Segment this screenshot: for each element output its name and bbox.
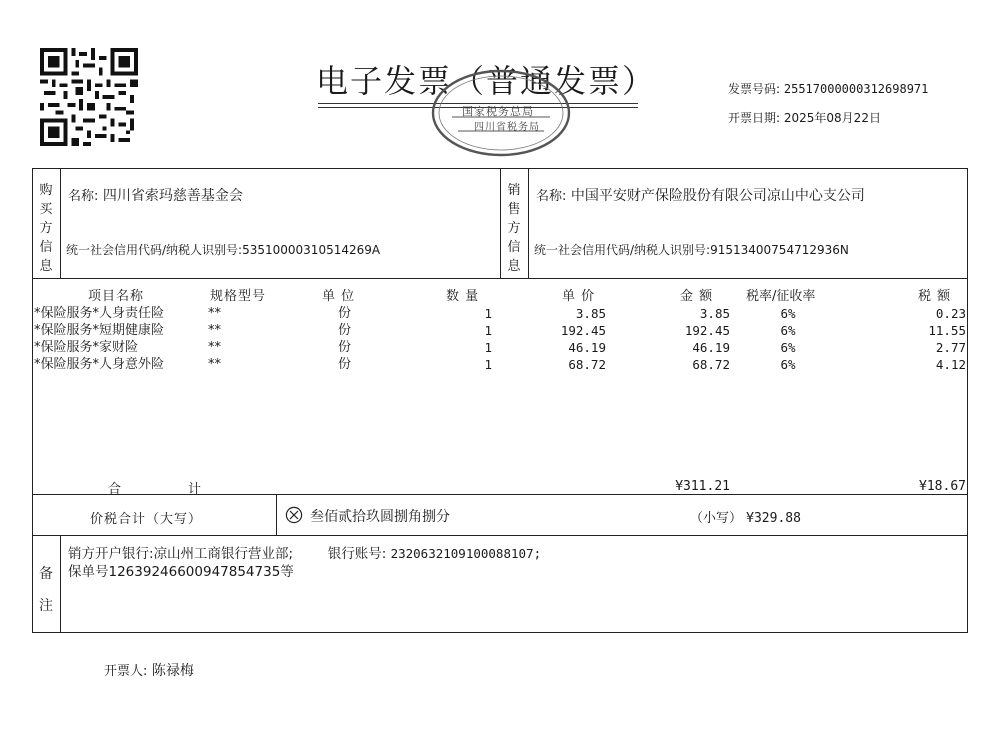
seal-text-top: 国家税务总局 [462, 105, 534, 118]
seller-id: 91513400754712936N [710, 243, 849, 257]
remarks-line-1 [68, 542, 541, 562]
item-unit: 份 [338, 323, 352, 338]
item-name: *保险服务*短期健康险 [34, 323, 165, 338]
seller-name: 中国平安财产保险股份有限公司凉山中心支公司 [570, 188, 865, 204]
col-header-tax: 税 额 [918, 289, 952, 304]
col-header-qty: 数 量 [446, 289, 480, 304]
col-header-spec: 规格型号 [210, 289, 267, 304]
item-amount: 68.72 [692, 357, 730, 372]
divider [32, 535, 968, 536]
item-name: *保险服务*人身责任险 [34, 306, 165, 321]
total-capital-amount: 叁佰贰拾玖圆捌角捌分 [310, 509, 450, 525]
item-spec: ** [208, 357, 221, 372]
item-tax: 2.77 [935, 340, 966, 355]
seller-bank-label: 销方开户银行: [68, 546, 154, 562]
divider [32, 494, 968, 495]
item-qty: 1 [484, 323, 492, 338]
col-header-unit: 单 位 [322, 289, 356, 304]
item-rate: 6% [780, 357, 796, 372]
divider [276, 494, 277, 535]
item-name: *保险服务*人身意外险 [34, 357, 165, 372]
drawer-name: 陈禄梅 [151, 663, 194, 679]
subtotal-label-right: 计 [188, 482, 202, 497]
col-header-amount: 金 额 [680, 289, 714, 304]
item-tax: 4.12 [935, 357, 966, 372]
seller-id-row [534, 241, 849, 258]
item-unit: 份 [338, 357, 352, 372]
total-small-value: ¥329.88 [746, 511, 801, 526]
seller-name-label: 名称: [536, 189, 567, 204]
circled-x-icon [285, 506, 303, 524]
subtotal-amount: ¥311.21 [675, 479, 730, 494]
col-header-name: 项目名称 [88, 289, 145, 304]
item-amount: 46.19 [692, 340, 730, 355]
seller-bank: 凉山州工商银行营业部; [153, 546, 294, 562]
invoice-title: 电子发票（普通发票） [316, 62, 657, 100]
item-qty: 1 [484, 306, 492, 321]
item-tax: 11.55 [928, 323, 966, 338]
item-tax: 0.23 [935, 306, 966, 321]
item-rate: 6% [780, 306, 796, 321]
seller-side-label: 销 售 方 信 息 [507, 183, 521, 274]
item-price: 68.72 [568, 357, 606, 372]
item-unit: 份 [338, 306, 352, 321]
subtotal-label-left: 合 [108, 482, 122, 497]
bank-account: 2320632109100088107; [390, 546, 542, 561]
buyer-id-row [66, 241, 380, 258]
invoice-date-row [728, 109, 881, 126]
divider [32, 278, 968, 279]
col-header-rate: 税率/征收率 [746, 289, 816, 304]
item-amount: 3.85 [699, 306, 730, 321]
seller-id-label: 统一社会信用代码/纳税人识别号: [534, 243, 711, 257]
item-spec: ** [208, 306, 221, 321]
buyer-id: 53510000310514269A [242, 243, 381, 257]
item-price: 3.85 [575, 306, 606, 321]
item-price: 192.45 [560, 323, 606, 338]
item-unit: 份 [338, 340, 352, 355]
item-name: *保险服务*家财险 [34, 340, 139, 355]
seal-text-bottom: 四川省税务局 [474, 122, 540, 133]
divider [60, 168, 61, 278]
buyer-name: 四川省索玛慈善基金会 [102, 188, 243, 204]
invoice-number: 25517000000312698971 [783, 82, 929, 96]
item-qty: 1 [484, 340, 492, 355]
seller-name-row [536, 185, 865, 205]
item-spec: ** [208, 323, 221, 338]
buyer-name-row [68, 185, 243, 205]
total-small-label: （小写） [690, 511, 743, 526]
divider [60, 535, 61, 633]
divider [500, 168, 501, 278]
invoice-drawer-row [104, 660, 194, 680]
divider [528, 168, 529, 278]
item-rate: 6% [780, 323, 796, 338]
buyer-id-label: 统一社会信用代码/纳税人识别号: [66, 243, 243, 257]
qr-code [40, 48, 138, 146]
item-price: 46.19 [568, 340, 606, 355]
item-spec: ** [208, 340, 221, 355]
subtotal-tax: ¥18.67 [919, 479, 966, 494]
item-amount: 192.45 [684, 323, 730, 338]
invoice-number-row [728, 80, 928, 97]
total-small-row [690, 507, 801, 526]
remarks-side-label: 备 注 [39, 566, 53, 614]
item-rate: 6% [780, 340, 796, 355]
buyer-side-label: 购 买 方 信 息 [39, 183, 53, 274]
item-qty: 1 [484, 357, 492, 372]
bank-account-label: 银行账号: [327, 546, 387, 562]
total-label: 价税合计（大写） [90, 512, 203, 527]
buyer-name-label: 名称: [68, 189, 99, 204]
col-header-price: 单 价 [562, 289, 596, 304]
remarks-line-2: 保单号12639246600947854735等 [68, 564, 294, 580]
invoice-date-label: 开票日期: [728, 111, 781, 125]
drawer-label: 开票人: [104, 664, 148, 679]
invoice-date: 2025年08月22日 [783, 111, 881, 125]
invoice-number-label: 发票号码: [728, 82, 781, 96]
